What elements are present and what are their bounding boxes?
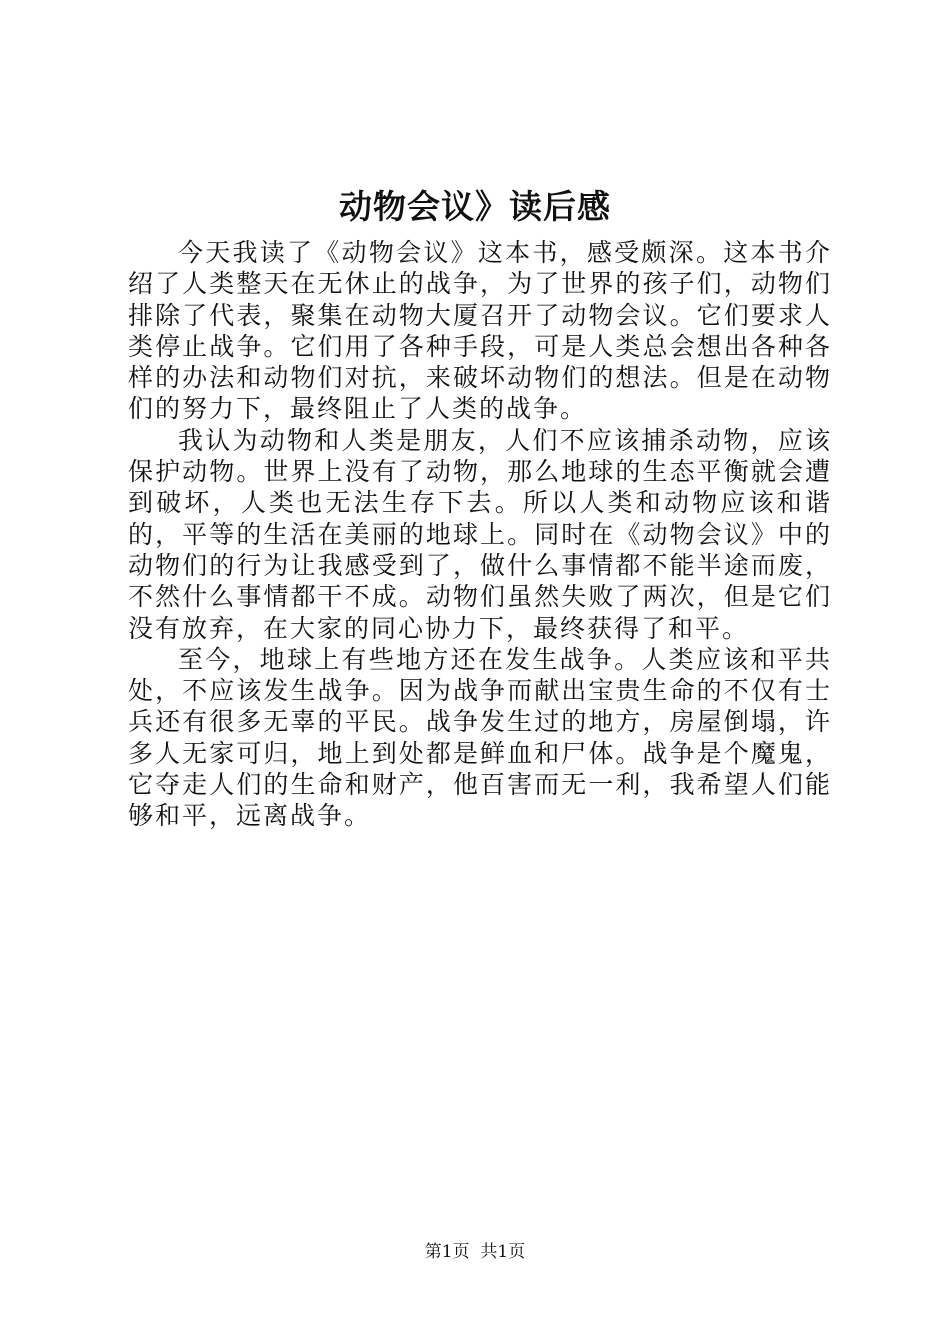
document-title: 动物会议》读后感 bbox=[339, 187, 611, 226]
paragraph-3: 至今，地球上有些地方还在发生战争。人类应该和平共处，不应该发生战争。因为战争而献出宝贵生命的不仅有士兵还有很多无辜的平民。战争发生过的地方，房屋倒塌，许多人无家可归，地上到处都是鲜血和尸体。战争是个魔鬼，它夺走人们的生命和财产，他百害而无一利，我希望人们能够和平，远离战争。 bbox=[128, 644, 832, 831]
document-body bbox=[128, 237, 832, 832]
paragraph-2: 我认为动物和人类是朋友，人们不应该捕杀动物，应该保护动物。世界上没有了动物，那么地球的生态平衡就会遭到破坏，人类也无法生存下去。所以人类和动物应该和谐的，平等的生活在美丽的地球上。同时在《动物会议》中的动物们的行为让我感受到了，做什么事情都不能半途而废，不然什么事情都干不成。动物们虽然失败了两次，但是它们没有放弃，在大家的同心协力下，最终获得了和平。 bbox=[128, 425, 832, 643]
page-number: 第1页 共1页 bbox=[424, 1242, 526, 1262]
paragraph-1: 今天我读了《动物会议》这本书，感受颇深。这本书介绍了人类整天在无休止的战争，为了世界的孩子们，动物们排除了代表，聚集在动物大厦召开了动物会议。它们要求人类停止战争。它们用了各种手段，可是人类总会想出各种各样的办法和动物们对抗，来破坏动物们的想法。但是在动物们的努力下，最终阻止了人类的战争。 bbox=[128, 238, 832, 424]
page-footer bbox=[0, 1240, 950, 1264]
